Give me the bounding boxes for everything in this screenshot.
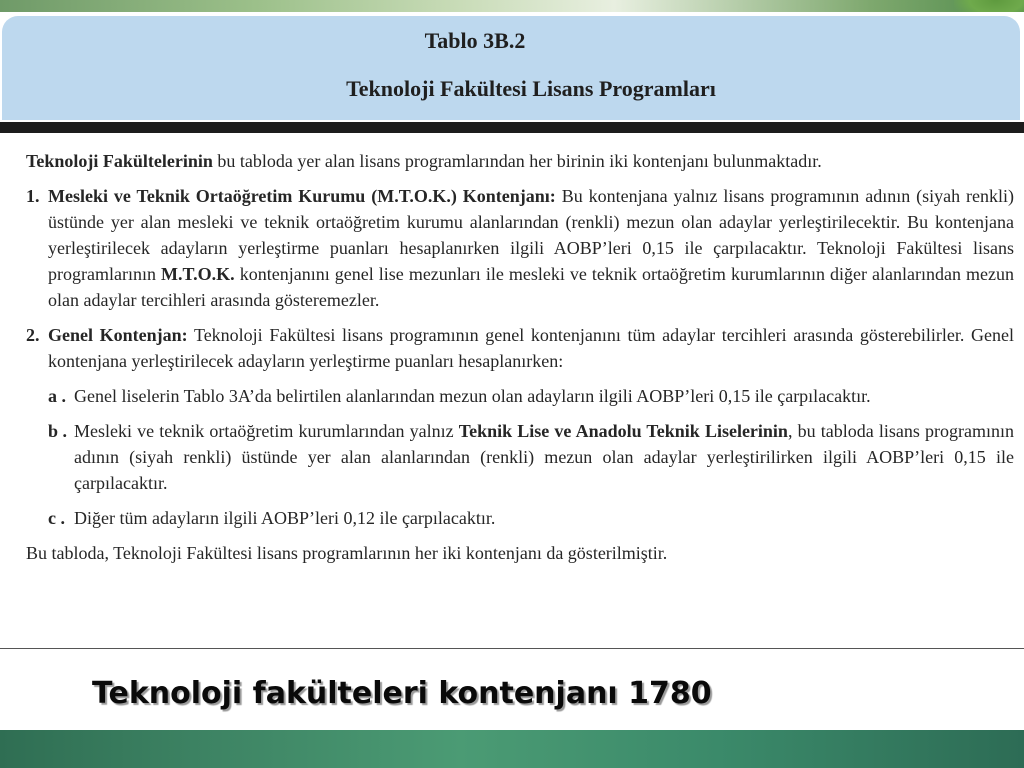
table-header xyxy=(2,16,1020,120)
bottom-decorative-bar xyxy=(0,730,1024,768)
sub-item-bold: Teknik Lise ve Anadolu Teknik Liselerinin xyxy=(458,421,788,441)
item-heading: Mesleki ve Teknik Ortaöğretim Kurumu (M.T.O.K.) Kontenjanı: xyxy=(48,186,556,206)
item-heading: Genel Kontenjan: xyxy=(48,325,188,345)
item-text: Bu kontenjana yalnız lisans programının adının (siyah renkli) üstünde yer alan mesleki ve teknik ortaöğretim kurumu alanlarından (renkli) mezun olan adaylar yerleştirilecektir. Bu kontenjana yerleştirilecek adayların yerleştirme puanları hesaplanırken ilgili AOBP’leri 0,15 ile çarpılacaktır. Teknoloji Fakültesi lisans programlarının xyxy=(48,186,1014,284)
sub-item-body xyxy=(70,418,1014,496)
intro-bold: Teknoloji Fakültelerinin xyxy=(26,151,213,171)
sub-item xyxy=(26,505,1014,531)
sub-item-text: Diğer tüm adayların ilgili AOBP’leri 0,12 ile çarpılacaktır. xyxy=(74,508,496,528)
table-bottom-border xyxy=(0,648,1024,661)
sub-item-text-cont: , bu tabloda lisans programının adının (siyah renkli) üstünde yer alan alanlarından (renkli) mezun olan adaylar yerleştirilirken ilgili AOBP’leri 0,15 ile çarpılacaktır. xyxy=(74,421,1014,493)
header-rule xyxy=(0,122,1024,133)
intro-text: bu tabloda yer alan lisans programlarından her birinin iki kontenjanı bulunmaktadır. xyxy=(212,151,822,171)
sub-item xyxy=(26,383,1014,409)
sub-item-letter: a . xyxy=(48,386,66,406)
list-item xyxy=(26,183,1014,313)
sub-item xyxy=(26,418,1014,496)
item-number: 1. xyxy=(26,186,40,206)
table-subtitle: Teknoloji Fakültesi Lisans Programları xyxy=(346,76,716,101)
item-text-cont: kontenjanını genel lise mezunları ile mesleki ve teknik ortaöğretim kurumlarının diğer alanlarından mezun olan adaylar tercihleri arasında gösteremezler. xyxy=(48,264,1014,310)
table-body xyxy=(26,148,1014,575)
sub-item-letter: c . xyxy=(48,508,65,528)
item-number: 2. xyxy=(26,325,40,345)
sub-item-letter: b . xyxy=(48,421,68,441)
intro-paragraph xyxy=(26,148,1014,174)
list-item xyxy=(26,322,1014,374)
closing-paragraph: Bu tabloda, Teknoloji Fakültesi lisans programlarının her iki kontenjanı da gösterilmiştir. xyxy=(26,543,668,563)
table-image xyxy=(0,12,1024,648)
item-bold-term: M.T.O.K. xyxy=(161,264,235,284)
item-body xyxy=(48,183,1014,313)
item-text: Teknoloji Fakültesi lisans programının genel kontenjanını tüm adaylar tercihleri arasında gösterebilirler. Genel kontenjana yerleştirilecek adayların yerleştirme puanları hesaplanırken: xyxy=(48,325,1014,371)
sub-item-text: Mesleki ve teknik ortaöğretim kurumlarından yalnız xyxy=(74,421,459,441)
table-title: Tablo 3B.2 xyxy=(424,28,526,53)
item-body xyxy=(48,322,1014,374)
slide-caption: Teknoloji fakülteleri kontenjanı 1780 xyxy=(92,676,712,711)
sub-item-text: Genel liselerin Tablo 3A’da belirtilen alanlarından mezun olan adayların ilgili AOBP’leri 0,15 ile çarpılacaktır. xyxy=(74,386,871,406)
